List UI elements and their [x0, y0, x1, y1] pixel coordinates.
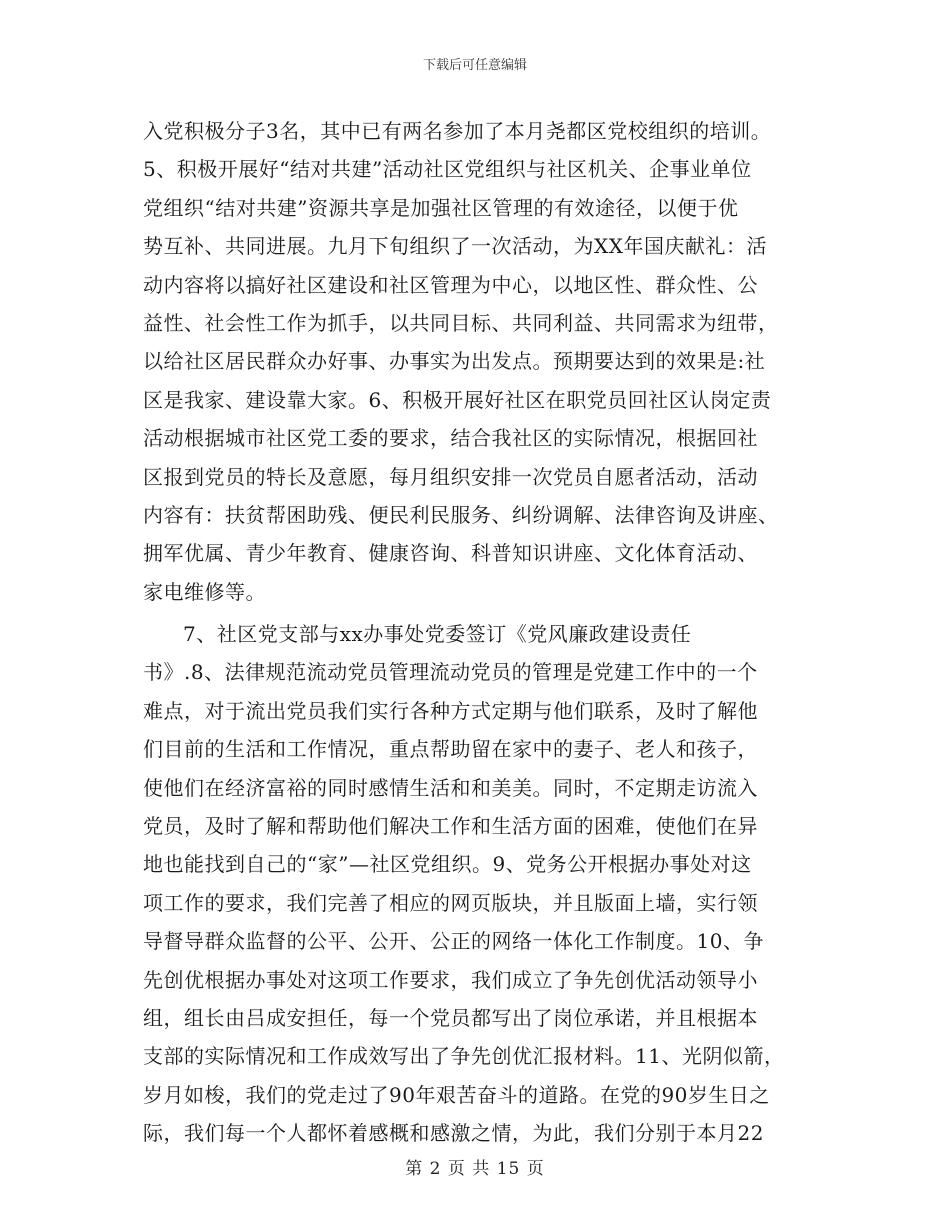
text-line: 活动根据城市社区党工委的要求，结合我社区的实际情况，根据回社 [143, 426, 758, 451]
text-line: 内容有：扶贫帮困助残、便民利民服务、纠纷调解、法律咨询及讲座、 [143, 502, 779, 527]
text-line: 难点，对于流出党员我们实行各种方式定期与他们联系，及时了解他 [143, 698, 758, 723]
text-line: 区报到党员的特长及意愿，每月组织安排一次党员自愿者活动，活动 [143, 464, 758, 489]
text-line: 组，组长由吕成安担任，每一个党员都写出了岗位承诺，并且根据本 [143, 1005, 758, 1030]
paragraph-start-line: 7、社区党支部与xx办事处党委签订《党风廉政建设责任 [183, 622, 692, 647]
text-line: 际，我们每一个人都怀着感概和感激之情，为此，我们分别于本月22 [143, 1121, 764, 1146]
text-line: 项工作的要求，我们完善了相应的网页版块，并且版面上墙，实行领 [143, 890, 758, 915]
text-line: 家电维修等。 [143, 579, 266, 604]
text-line: 导督导群众监督的公平、公开、公正的网络一体化工作制度。10、争 [143, 929, 764, 954]
text-line: 党组织“结对共建”资源共享是加强社区管理的有效途径，以便于优 [143, 195, 739, 220]
text-line: 以给社区居民群众办好事、办事实为出发点。预期要达到的效果是:社 [143, 349, 766, 374]
text-line: 拥军优属、青少年教育、健康咨询、科普知识讲座、文化体育活动、 [143, 541, 758, 566]
text-line: 岁月如梭，我们的党走过了90年艰苦奋斗的道路。在党的90岁生日之 [143, 1082, 770, 1107]
text-line: 势互补、共同进展。九月下旬组织了一次活动，为XX年国庆献礼：活 [143, 234, 767, 259]
text-line: 党员，及时了解和帮助他们解决工作和生活方面的困难，使他们在异 [143, 814, 758, 839]
text-line: 区是我家、建设靠大家。6、积极开展好社区在职党员回社区认岗定责 [143, 387, 772, 412]
text-line: 益性、社会性工作为抓手，以共同目标、共同利益、共同需求为纽带， [143, 310, 779, 335]
text-line: 支部的实际情况和工作成效写出了争先创优汇报材料。11、光阴似箭， [143, 1044, 785, 1069]
text-line: 地也能找到自己的“家”—社区党组织。9、党务公开根据办事处对这 [143, 852, 752, 877]
text-line: 使他们在经济富裕的同时感情生活和和美美。同时，不定期走访流入 [143, 775, 758, 800]
page-number-footer: 第 2 页 共 15 页 [405, 1159, 545, 1179]
document-body [143, 112, 823, 1153]
text-line: 书》.8、法律规范流动党员管理流动党员的管理是党建工作中的一个 [143, 660, 758, 685]
text-line: 先创优根据办事处对这项工作要求，我们成立了争先创优活动领导小 [143, 967, 758, 992]
text-line: 5、积极开展好“结对共建”活动社区党组织与社区机关、企事业单位 [143, 157, 752, 182]
page-header-note: 下载后可任意编辑 [422, 58, 527, 73]
text-line: 入党积极分子3名，其中已有两名参加了本月尧都区党校组织的培训。 [143, 119, 772, 143]
text-line: 们目前的生活和工作情况，重点帮助留在家中的妻子、老人和孩子， [143, 737, 758, 762]
text-line: 动内容将以搞好社区建设和社区管理为中心，以地区性、群众性、公 [143, 272, 758, 297]
